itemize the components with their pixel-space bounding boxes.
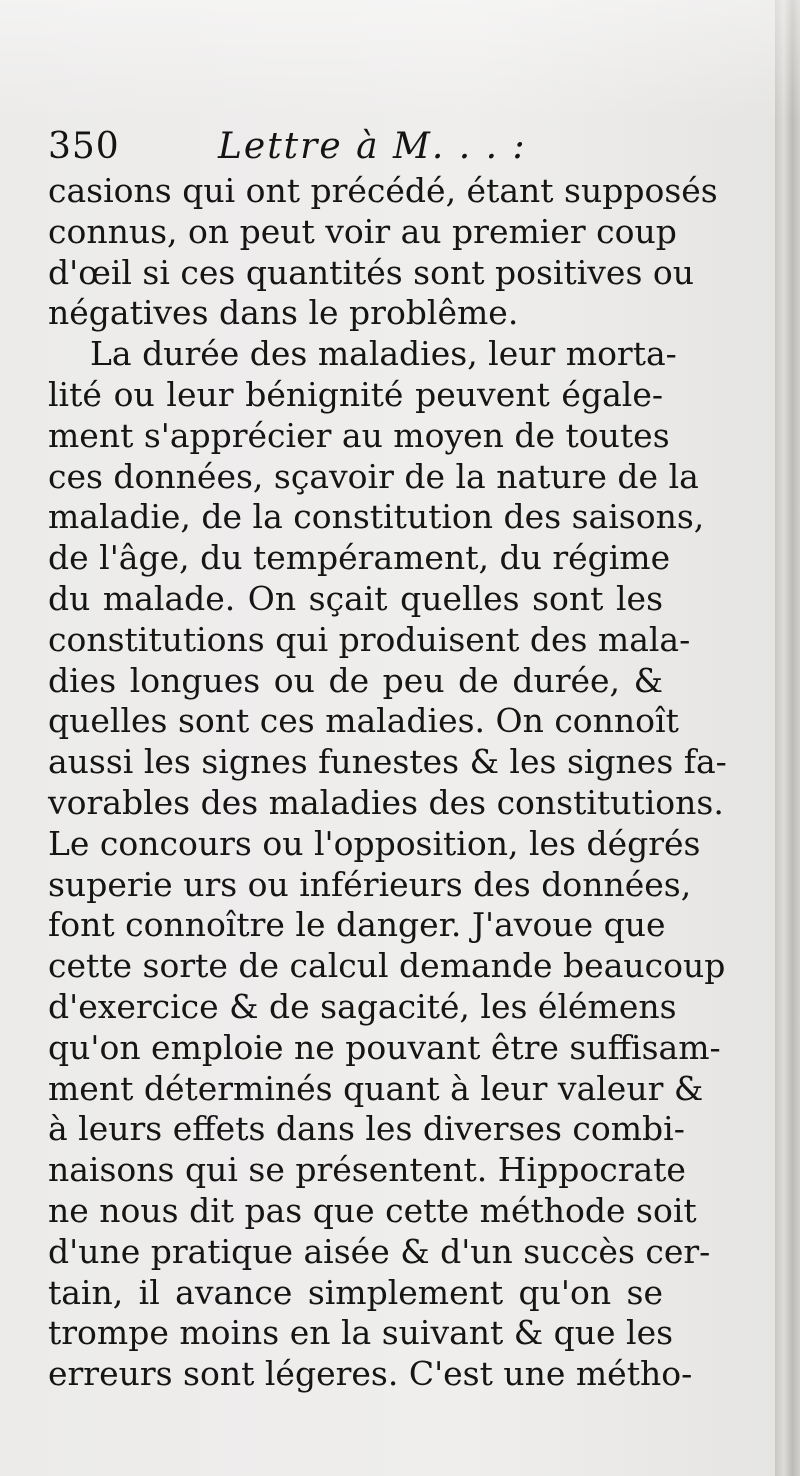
text-line: lité ou leur bénignité peuvent égale- xyxy=(48,374,663,414)
text-line: d'une pratique aisée & d'un succès cer- xyxy=(48,1231,711,1271)
text-line: ne nous dit pas que cette méthode soit xyxy=(48,1190,697,1230)
page-number: 350 xyxy=(48,126,120,167)
body-text xyxy=(48,171,727,1395)
text-line: constitutions qui produisent des mala- xyxy=(48,619,691,659)
text-line: aussi les signes funestes & les signes fa- xyxy=(48,742,727,782)
text-line: Le concours ou l'opposition, les dégrés xyxy=(48,823,701,863)
text-line: à leurs effets dans les diverses combi- xyxy=(48,1109,685,1149)
text-line: maladie, de la constitution des saisons, xyxy=(48,497,705,537)
text-line: vorables des maladies des constitutions. xyxy=(48,782,724,822)
page-shading xyxy=(0,0,800,120)
text-line: négatives dans le problême. xyxy=(48,293,519,333)
running-head: Lettre à M. . . : xyxy=(218,126,527,167)
text-line: ment s'apprécier au moyen de toutes xyxy=(48,415,670,455)
text-line: cette sorte de calcul demande beaucoup xyxy=(48,946,726,986)
text-line: font connoître le danger. J'avoue que xyxy=(48,905,666,945)
text-line: dies longues ou de peu de durée, & xyxy=(48,660,663,700)
page-edge xyxy=(775,0,800,1476)
text-line: erreurs sont légeres. C'est une métho- xyxy=(48,1354,693,1394)
text-line: connus, on peut voir au premier coup xyxy=(48,211,677,251)
text-line: La durée des maladies, leur morta- xyxy=(90,334,677,374)
text-line: d'œil si ces quantités sont positives ou xyxy=(48,252,694,292)
text-line: ment déterminés quant à leur valeur & xyxy=(48,1068,704,1108)
text-line: casions qui ont précédé, étant supposés xyxy=(48,171,718,210)
text-line: naisons qui se présentent. Hippocrate xyxy=(48,1150,686,1190)
text-line: du malade. On sçait quelles sont les xyxy=(48,578,663,618)
text-line: ces données, sçavoir de la nature de la xyxy=(48,456,699,496)
text-line: superie urs ou inférieurs des données, xyxy=(48,864,692,904)
text-line: trompe moins en la suivant & que les xyxy=(48,1313,674,1353)
page-header xyxy=(48,126,608,176)
text-line: quelles sont ces maladies. On connoît xyxy=(48,701,679,741)
text-line: tain, il avance simplement qu'on se xyxy=(48,1272,663,1312)
text-line: d'exercice & de sagacité, les élémens xyxy=(48,986,677,1026)
text-line: de l'âge, du tempérament, du régime xyxy=(48,538,671,578)
text-line: qu'on emploie ne pouvant être suffisam- xyxy=(48,1027,721,1067)
